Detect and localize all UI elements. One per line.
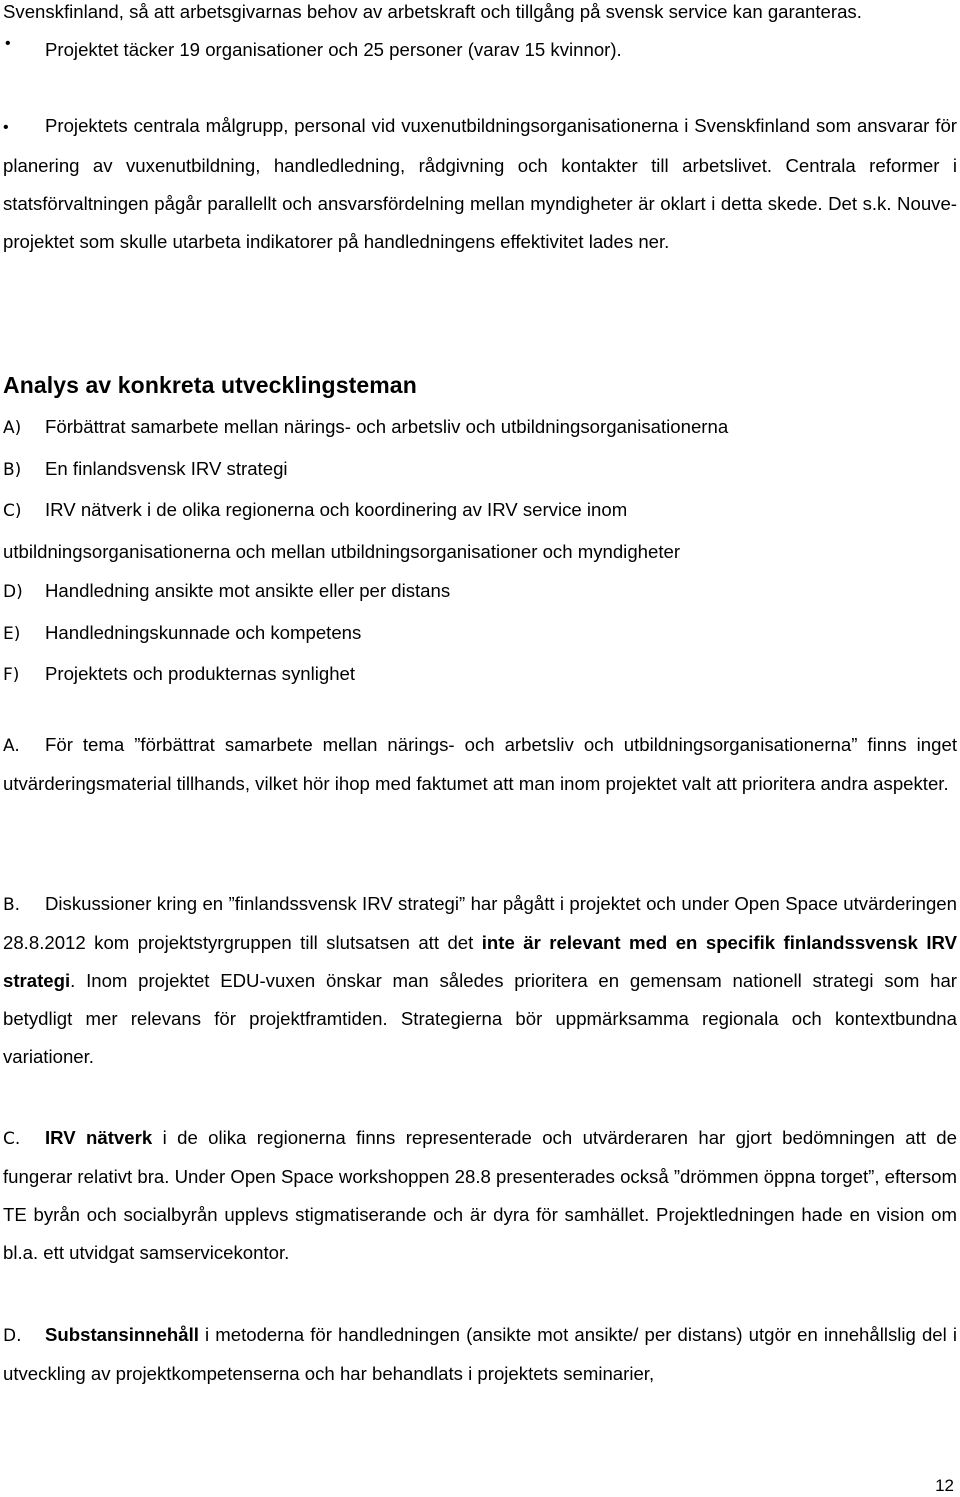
bullet-icon bbox=[3, 31, 45, 69]
list-item-continuation: utbildningsorganisationerna och mellan utbildningsorganisationer och myndigheter bbox=[3, 540, 681, 562]
intro-paragraph: Svenskfinland, så att arbetsgivarnas behov av arbetskraft och tillgång på svensk service kan garanteras. bbox=[3, 1, 862, 22]
section-d: D. Substansinnehåll i metoderna för handledningen (ansikte mot ansikte/ per distans) utgör en innehållslig del i utveckling av projektkompetenserna och har behandlats i projektets seminarier, bbox=[3, 1316, 957, 1393]
bullet-item-target-group bbox=[3, 107, 957, 261]
list-item: B) En finlandsvensk IRV strategi bbox=[3, 457, 288, 480]
bullet-text: Projektet täcker 19 organisationer och 25 personer (varav 15 kvinnor). bbox=[45, 39, 622, 60]
section-label: A. bbox=[3, 736, 20, 756]
section-heading: Analys av konkreta utvecklingsteman bbox=[3, 372, 417, 398]
section-label: D. bbox=[3, 1326, 22, 1346]
list-item: A) Förbättrat samarbete mellan närings- och arbetsliv och utbildningsorganisationerna bbox=[3, 416, 729, 438]
bullet-icon: • bbox=[3, 119, 9, 136]
section-c: C. IRV nätverk i de olika regionerna finns representerade och utvärderaren har gjort bedömningen att de fungerar relativt bra. Under Open Space workshoppen 28.8 presenterades också ”drömmen öppna torget”, eftersom TE byrån och socialbyrån upplevs stigmatiserande och är dyra för samhället. Projektledningen hade en vision om bl.a. ett utvidgat samservicekontor. bbox=[3, 1119, 957, 1272]
page-top bbox=[3, 0, 957, 69]
list-item: E) Handledningskunnade och kompetens bbox=[3, 621, 362, 644]
bullet-text: Projektets centrala målgrupp, personal vid vuxenutbildningsorganisationerna i Svenskfinland som ansvarar för planering av vuxenutbildning, handledledning, rådgivning och kontakter till arbetslivet. Centrala reformer i statsförvaltningen pågår parallellt och ansvarsfördelning mellan myndigheter är oklart i detta skede. Det s.k. Nouve-projektet som skulle utarbeta indikatorer på handledningens effektivitet lades ner. bbox=[3, 115, 957, 252]
section-b: B. Diskussioner kring en ”finlandssvensk IRV strategi” har pågått i projektet och under Open Space utvärderingen 28.8.2012 kom projektstyrgruppen till slutsatsen att det inte är relevant med en specifik finlandssvensk IRV strategi. Inom projektet EDU-vuxen önskar man således prioritera en gemensam nationell strategi som har betydligt mer relevans för projektframtiden. Strategierna bör uppmärksamma regionala och kontextbundna variationer. bbox=[3, 885, 957, 1076]
section-a: A. För tema ”förbättrat samarbete mellan närings- och arbetsliv och utbildningsorganisationerna” finns inget utvärderingsmaterial tillhands, vilket hör ihop med faktumet att man inom projektet valt att prioritera andra aspekter. bbox=[3, 726, 957, 803]
section-label: C. bbox=[3, 1129, 21, 1149]
list-item: F) Projektets och produkternas synlighet bbox=[3, 663, 356, 685]
page-number: 12 bbox=[935, 1476, 954, 1495]
bullet-item-organisations bbox=[3, 31, 957, 69]
list-item: D) Handledning ansikte mot ansikte eller per distans bbox=[3, 580, 451, 602]
section-label: B. bbox=[3, 895, 21, 915]
theme-list bbox=[3, 407, 957, 696]
list-item: C) IRV nätverk i de olika regionerna och koordinering av IRV service inom bbox=[3, 499, 628, 521]
